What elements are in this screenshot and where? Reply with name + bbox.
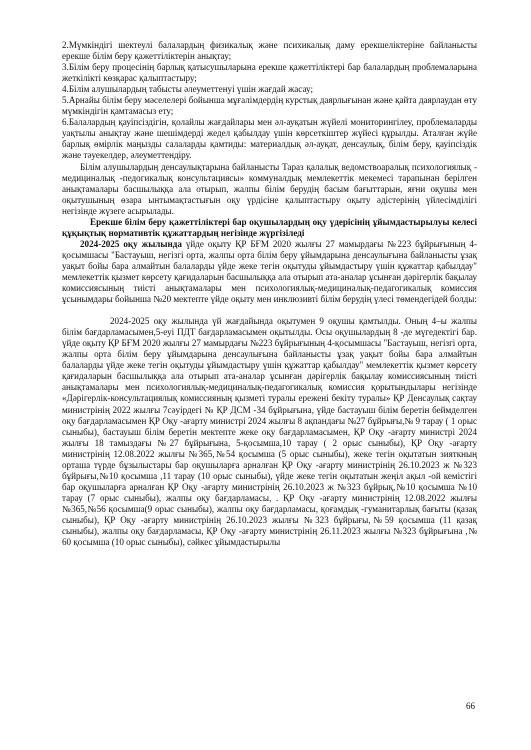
school-year-label: 2024-2025 оқу жылында — [80, 238, 182, 249]
enrollment-paragraph: 2024-2025 оқу жылында үй жағдайында оқытумен 9 оқушы қамтылды. Оның 4–ы жалпы білім бағдарламасымен,5-еуі ПДТ бағдарламасымен оқытылды. Осы оқушылардың 8 -де мүгедектігі бар. үйде оқыту ҚР БҒМ 2020 жылғы 27 мамырдағы №223 бұйрығының 4-қосымшасы "Бастауыш, негізгі орта, жалпы орта білім беру ұйымдарына денсаулығына байланысты ұзақ уақыт бойы бара алмайтын балаларды үйде жеке тегін оқытуды ұйымдастыру үшін құжаттар қабылдау" мемлекеттік қызмет көрсету қағидаларын басшылыққа ала отырып ата-аналар ұсынған дәрігерлік бақылау комиссиясының тиісті анықтамалары мен психологиялық-медициналық-педагогикалық комиссия қорытындылары негізінде «Дәрігерлік-консультациялық комиссияның қызметі туралы ережені бекіту туралы» ҚР Денсаулық сақтау министрінің 2022 жылғы 7сәуірдегі № ҚР ДСМ -34 бұйрығына, үйде бастауыш білім беретін беймделген оқу бағдарламасымен ҚР Оқу -ағарту министрі 2024 жылғы 8 ақпандағы №27 бұйрығы,№ 9 тарау ( 1 орыс сыныбы), бастауыш білім беретін мектепте жеке оқу бағдарламасымен, ҚР Оқу -ағарту министрі 2024 жылғы 18 тамыздағы №27 бұйрығына, 5-қосымша,10 тарау ( 2 орыс сыныбы), ҚР Оқу -ағарту министрінің 12.08.2022 жылғы №365,№54 қосымша (5 орыс сыныбы), жеке тегін оқытатын зияткның орташа түрде бұзылыстары бар оқушыларға арналған ҚР Оқу -ағарту министрінің 26.10.2023 ж №323 бұйрығы,№10 қосымша ,11 тарау (10 орыс сыныбы), үйде жеке тегін оқытатын жеңіл ақыл -ой кемістігі бар оқушыларға арналған ҚР Оқу -ағарту министрінің 26.10.2023 ж №323 бұйрық,№10 қосымша №10 тарау (7 орыс сыныбы), жалпы оқу бағдарламасы, . ҚР Оқу -ағарту министрінің 12.08.2022 жылғы №365,№56 қосымша(9 орыс сыныбы), жалпы оқу бағдарламасы, қоғамдық -гуманитарлық бағыты (қазақ сыныбы), ҚР Оқу -ағарту министрінің 26.10.2023 жылғы №323 бұйрығы,№59 қосымша (11 қазақ сыныбы), жалпы оқу бағдарламасы, ҚР Оқу -ағарту министрінің 26.11.2023 жылғы №323 бұйрығына ,№ 60 қосымша (10 орыс сыныбы), сәйкес ұйымдастырылы — [62, 316, 477, 548]
health-paragraph: Білім алушылардың денсаулықтарына байланысты Тараз қалалық ведомствоаралық психологиялық - медициналық -педогикалық консультациясы» коммуналдық мемлекеттік мекемесі тарапынан берілген анықтамалары басшылыққа ала отырып, жалпы білім берудің басым бағыттарын, яғни оқушы мен оқытушының өзара ынтымақтастығын оқу үрдісіне қалыптастыру оқыту әдістерінің үйлесімділігі негізінде жүзеге асырылады. — [62, 161, 477, 216]
list-item-4: 4.Білім алушылардың табысты әлеуметтенуі үшін жағдай жасау; — [62, 84, 313, 95]
list-item-6: 6.Балалардың қауіпсіздігін, қолайлы жағдайлары мен әл-ауқатын жүйелі мониторингілеу, проблемаларды уақтылы анықтау және шешімдерді жедел қабылдау үшін көрсеткіштер жүйесі құрылды. Аталған жүйе барлық өмірлік маңызды салаларды қамтиды: материалдық әл-ауқат, денсаулық, білім беру, қауіпсіздік және тәуекелдер, әлеуметтендіру. — [62, 117, 477, 161]
page-number: 66 — [466, 701, 475, 711]
homeschool-paragraph-text: үйде оқыту ҚР БҒМ 2020 жылғы 27 мамырдағы №223 бұйрығының 4-қосымшасы "Бастауыш, негізгі орта, жалпы орта білім беру ұйымдарына денсаулығына байланысты ұзақ уақыт бойы бара алмайтын балаларды үйде жеке тегін оқытуды ұйымдастыру үшін құжаттар қабылдау" мемлекеттік қызмет көрсету қағидаларын басшылыққа ала отырып ата-аналар ұсынған дәрігерлік бақылау комиссиясының тиісті анықтамалары мен психологиялық-медициналық-педагогикалық комиссия ұсынымдары бойынша №20 мектепте үйде оқыту мен инклюзивті білім берудің үлесі төмендегідей болды: — [62, 238, 477, 305]
homeschool-paragraph — [62, 239, 477, 305]
section-heading: Ерекше білім беру қажеттіліктері бар оқушылардың оқу үдерісінің ұйымдастырылуы келесі құқықтық нормативтік құжаттардың негізінде жүргізіледі — [62, 216, 477, 238]
list-item-2: 2.Мүмкіндігі шектеулі балалардың физикалық және психикалық даму ерекшеліктеріне байланысты ерекше білім беру қажеттіліктерін анықтау; — [62, 40, 477, 62]
page-content — [62, 40, 477, 548]
list-item-5: 5.Арнайы білім беру мәселелері бойынша мұғалімдердің курстық даярлығынан және қайта даярлаудан өту мүмкіндігін қамтамасыз ету; — [62, 95, 477, 117]
list-item-3: 3.Білім беру процесінің барлық қатысушыларына ерекше қажеттіліктері бар балалардың проблемаларына жеткілікті көзқарас қалыптастыру; — [62, 62, 477, 84]
